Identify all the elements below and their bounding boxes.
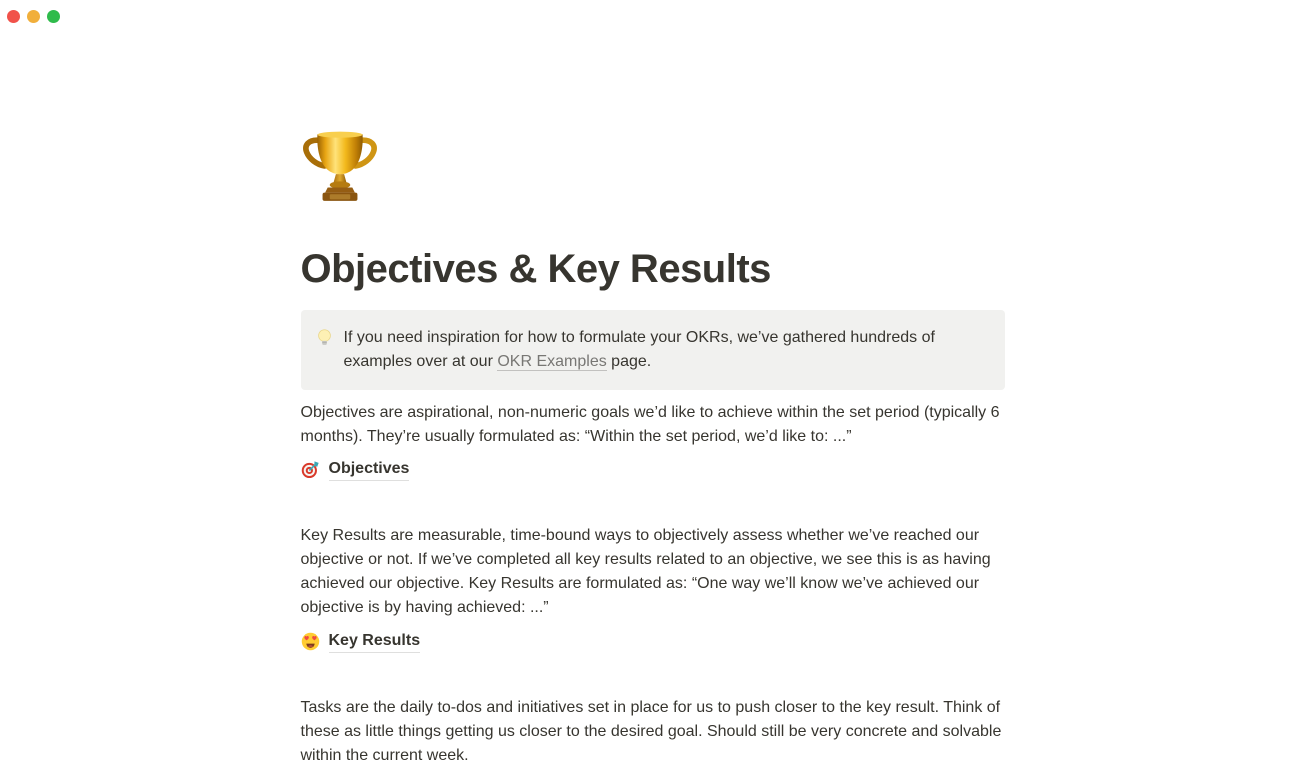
child-page-link-key-results[interactable]: [301, 627, 421, 655]
light-bulb-icon: [315, 328, 334, 352]
paragraph-objectives[interactable]: Objectives are aspirational, non-numeric goals we’d like to achieve within the set period (typically 6 months). They’re usually formulated as: “Within the set period, we’d like to: ...”: [300, 404, 1000, 445]
paragraph-tasks[interactable]: Tasks are the daily to-dos and initiatives set in place for us to push closer to the key result. Think of these as little things getting us closer to the desired goal. Should still be very concrete and solvable within the current week.: [300, 699, 1002, 764]
close-button[interactable]: [7, 10, 20, 23]
callout-text[interactable]: [344, 326, 966, 374]
heart-eyes-icon: [301, 632, 320, 651]
callout-text-before: If you need inspiration for how to formulate your OKRs, we’ve gathered hundreds of examples over at our: [343, 329, 935, 370]
callout: [301, 310, 1005, 390]
trophy-icon: [301, 128, 379, 206]
window-controls: [7, 10, 60, 23]
minimize-button[interactable]: [27, 10, 40, 23]
page-title[interactable]: Objectives & Key Results: [300, 247, 771, 291]
okr-examples-link[interactable]: OKR Examples: [497, 353, 607, 370]
page-content: [301, 0, 1005, 768]
callout-text-after: page.: [606, 353, 652, 370]
child-page-label: Key Results: [329, 630, 421, 653]
paragraph-key-results[interactable]: Key Results are measurable, time-bound ways to objectively assess whether we’ve reached our objective or not. If we’ve completed all key results related to an objective, we see this is as having achieved our objective. Key Results are formulated as: “One way we’ll know we’ve achieved our objective is by having achieved: ...”: [300, 527, 991, 616]
zoom-button[interactable]: [47, 10, 60, 23]
page-icon-button[interactable]: [301, 128, 1005, 212]
dart-target-icon: [301, 460, 320, 479]
child-page-link-objectives[interactable]: [301, 455, 410, 483]
child-page-label: Objectives: [329, 458, 410, 481]
